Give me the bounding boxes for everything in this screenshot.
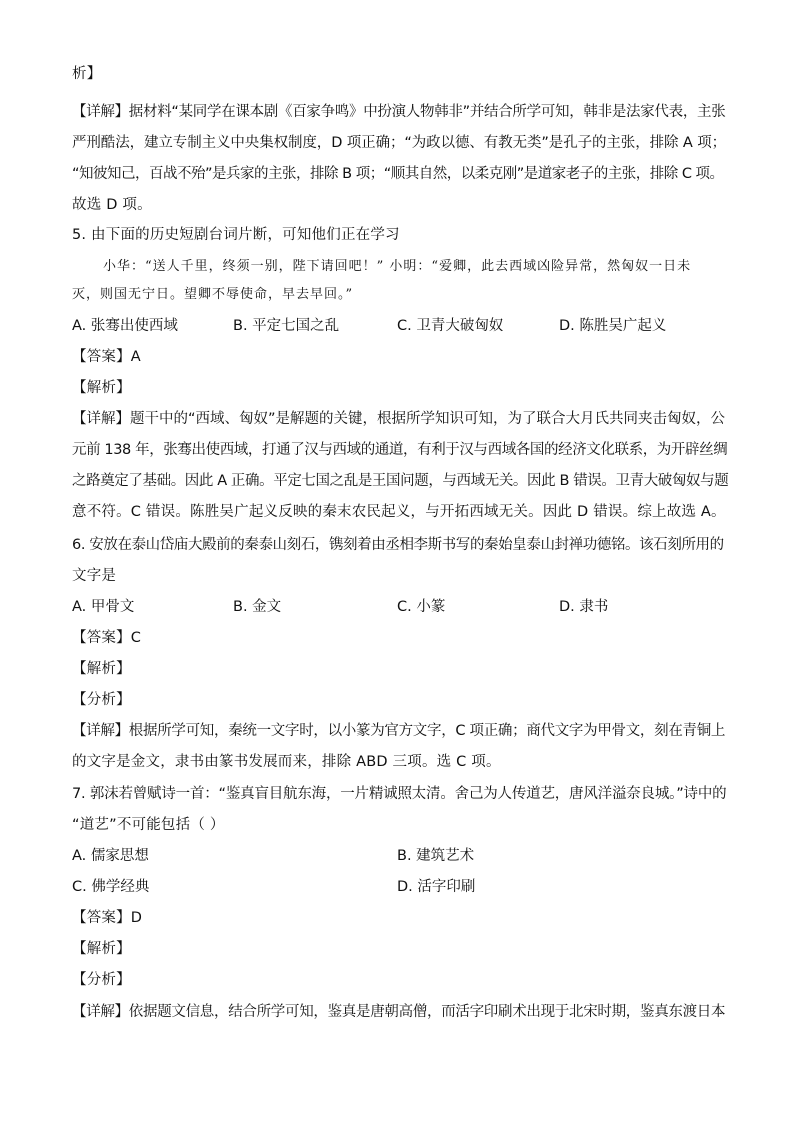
analysis-sub-label: 【分析】: [72, 692, 131, 708]
text-line: 元前 138 年，张骞出使西域，打通了汉与西域的通道，有利于汉与西域各国的经济文化联系，为开辟丝绸: [72, 442, 728, 458]
analysis-label: 【解析】: [72, 380, 131, 396]
q6-option-d: D. 隶书: [559, 599, 609, 615]
answer-label: 【答案】A: [72, 349, 141, 365]
question-6-stem: 6. 安放在泰山岱庙大殿前的秦泰山刻石，镌刻着由丞相李斯书写的秦始皇泰山封禅功德铭。该石刻所用的: [72, 537, 724, 553]
q6-option-a: A. 甲骨文: [72, 599, 135, 615]
script-line: 小华：“送人千里，终须一别，陛下请回吧！” 小明：“爱卿，此去西域凶险异常，然匈奴一日未: [103, 259, 692, 274]
q5-option-d: D. 陈胜吴广起义: [559, 318, 667, 334]
text-line: 【详解】依据题文信息，结合所学可知，鉴真是唐朝高僧，而活字印刷术出现于北宋时期，鉴真东渡日本: [72, 1004, 726, 1020]
text-line: 【详解】题干中的“西域、匈奴”是解题的关键，根据所学知识可知，为了联合大月氏共同夹击匈奴，公: [72, 411, 726, 427]
text-line: 意不符。C 错误。陈胜吴广起义反映的秦末农民起义，与开拓西域无关。因此 D 错误。综上故选 A。: [72, 504, 726, 520]
q5-option-b: B. 平定七国之乱: [233, 318, 340, 334]
analysis-sub-label: 【分析】: [72, 972, 131, 988]
script-line: 灭，则国无宁日。望卿不辱使命，早去早回。”: [72, 287, 354, 302]
text-line: 的文字是金文，隶书由篆书发展而来，排除 ABD 三项。选 C 项。: [72, 754, 501, 770]
q7-option-d: D. 活字印刷: [397, 879, 476, 895]
text-line: 文字是: [72, 568, 117, 584]
text-line: “知彼知己，百战不殆”是兵家的主张，排除 B 项；“顺其自然，以柔克刚”是道家老子的主张，排除 C 项。: [72, 166, 724, 182]
analysis-label: 【解析】: [72, 661, 131, 677]
q6-option-c: C. 小篆: [397, 599, 446, 615]
analysis-label: 【解析】: [72, 941, 131, 957]
text-line: 析】: [72, 66, 102, 82]
question-7-stem: 7. 郭沫若曾赋诗一首：“鉴真盲目航东海，一片精诚照太清。舍己为人传道艺，唐风洋溢奈良城。”诗中的: [72, 786, 727, 802]
answer-label: 【答案】D: [72, 910, 143, 926]
text-line: “道艺”不可能包括（ ）: [72, 817, 225, 833]
text-line: 故选 D 项。: [72, 197, 152, 213]
text-line: 之路奠定了基础。因此 A 正确。平定七国之乱是王国问题，与西域无关。因此 B 错误。卫青大破匈奴与题: [72, 473, 729, 489]
text-line: 【详解】据材料“某同学在课本剧《百家争鸣》中扮演人物韩非”并结合所学可知，韩非是法家代表，主张: [72, 104, 726, 120]
q6-option-b: B. 金文: [233, 599, 282, 615]
q7-option-a: A. 儒家思想: [72, 848, 149, 864]
q5-option-c: C. 卫青大破匈奴: [397, 318, 504, 334]
q7-option-b: B. 建筑艺术: [397, 848, 475, 864]
text-line: 【详解】根据所学可知，秦统一文字时，以小篆为官方文字，C 项正确；商代文字为甲骨文，刻在青铜上: [72, 723, 726, 739]
answer-label: 【答案】C: [72, 630, 142, 646]
question-5-stem: 5. 由下面的历史短剧台词片断，可知他们正在学习: [72, 227, 400, 243]
text-line: 严刑酷法，建立专制主义中央集权制度，D 项正确；“为政以德、有教无类”是孔子的主张，排除 A 项；: [72, 135, 727, 151]
q7-option-c: C. 佛学经典: [72, 879, 150, 895]
q5-option-a: A. 张骞出使西域: [72, 318, 178, 334]
